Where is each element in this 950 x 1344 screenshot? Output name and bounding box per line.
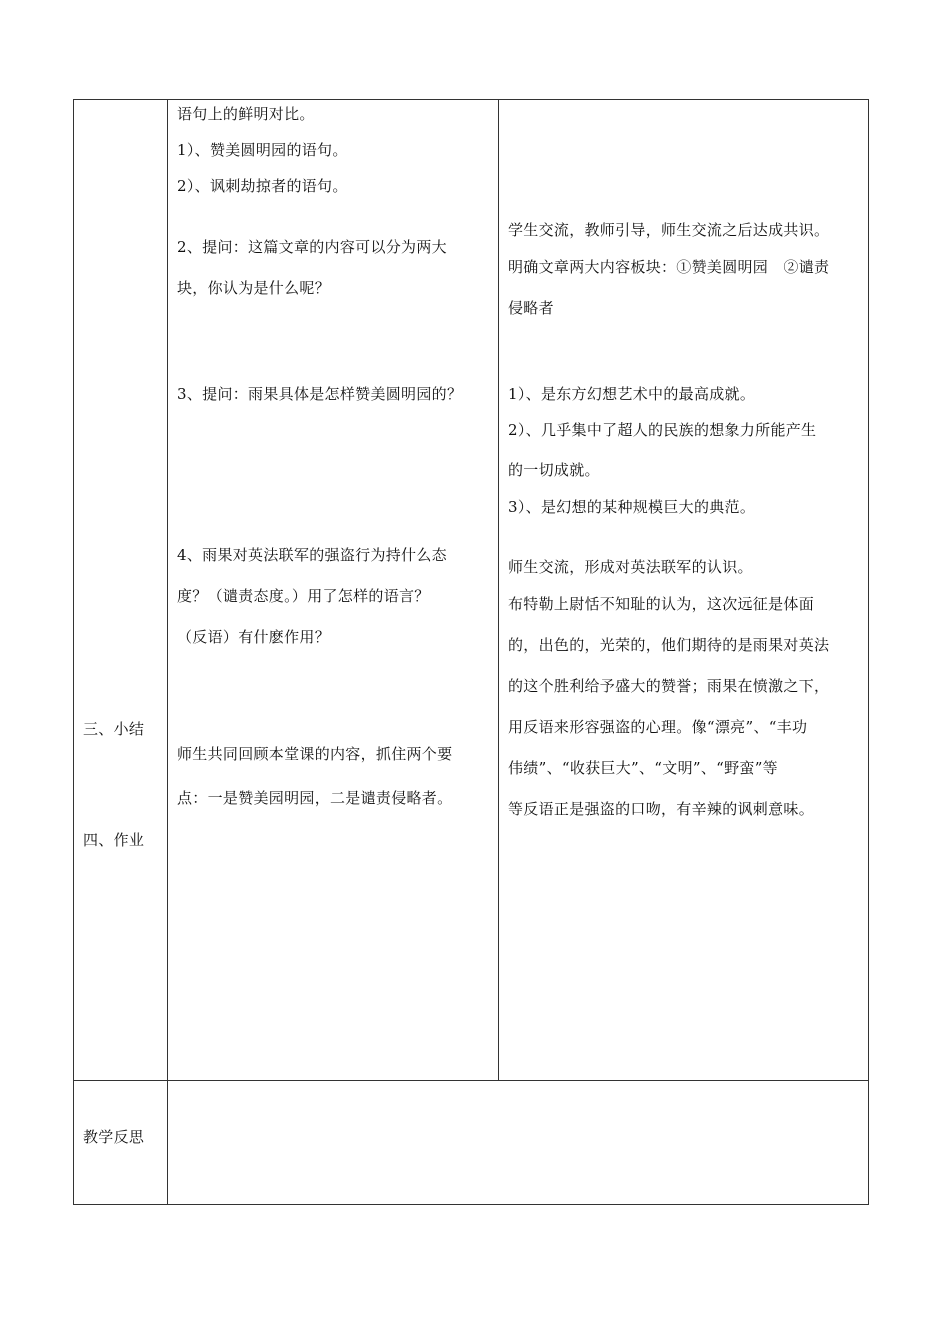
answer-line: 明确文章两大内容板块：①赞美圆明园 ②谴责 <box>508 258 830 276</box>
question-4-line: 度？（谴责态度。）用了怎样的语言？ <box>177 587 430 605</box>
table-border-top <box>73 99 869 100</box>
answer-line: 3）、是幻想的某种规模巨大的典范。 <box>508 498 756 516</box>
middle-line: 语句上的鲜明对比。 <box>177 105 315 123</box>
answer-line: 侵略者 <box>508 299 554 317</box>
answer-line: 的这个胜利给予盛大的赞誉；雨果在愤激之下， <box>508 677 830 695</box>
answer-line: 学生交流，教师引导，师生交流之后达成共识。 <box>508 221 830 239</box>
question-4-line: （反语）有什麽作用？ <box>177 628 331 646</box>
answer-line: 伟绩”、“收获巨大”、“文明”、“野蛮”等 <box>508 759 778 777</box>
middle-line: 1）、赞美圆明园的语句。 <box>177 141 348 159</box>
middle-line: 2）、讽刺劫掠者的语句。 <box>177 177 348 195</box>
row-divider <box>73 1080 869 1081</box>
table-border-left <box>73 99 74 1205</box>
summary-line: 师生共同回顾本堂课的内容，抓住两个要 <box>177 745 453 763</box>
question-2-line: 块，你认为是什么呢？ <box>177 279 331 297</box>
answer-line: 的一切成就。 <box>508 461 600 479</box>
answer-line: 等反语正是强盗的口吻，有辛辣的讽刺意味。 <box>508 800 815 818</box>
question-3: 3、提问：雨果具体是怎样赞美圆明园的？ <box>177 385 463 403</box>
answer-line: 用反语来形容强盗的心理。像“漂亮”、“丰功 <box>508 718 808 736</box>
answer-line: 师生交流，形成对英法联军的认识。 <box>508 558 753 576</box>
section-reflection-label: 教学反思 <box>83 1128 145 1146</box>
answer-line: 布特勒上尉恬不知耻的认为，这次远征是体面 <box>508 595 815 613</box>
summary-line: 点：一是赞美园明园，二是谴责侵略者。 <box>177 789 453 807</box>
answer-line: 2）、几乎集中了超人的民族的想象力所能产生 <box>508 421 817 439</box>
section-homework-label: 四、作业 <box>83 831 145 849</box>
answer-line: 的，出色的，光荣的，他们期待的是雨果对英法 <box>508 636 830 654</box>
column-divider-1 <box>167 99 168 1205</box>
question-2-line: 2、提问：这篇文章的内容可以分为两大 <box>177 238 447 256</box>
table-border-right <box>868 99 869 1205</box>
answer-line: 1）、是东方幻想艺术中的最高成就。 <box>508 385 756 403</box>
section-summary-label: 三、小结 <box>83 720 145 738</box>
column-divider-2 <box>498 99 499 1081</box>
question-4-line: 4、雨果对英法联军的强盗行为持什么态 <box>177 546 447 564</box>
table-border-bottom <box>73 1204 869 1205</box>
